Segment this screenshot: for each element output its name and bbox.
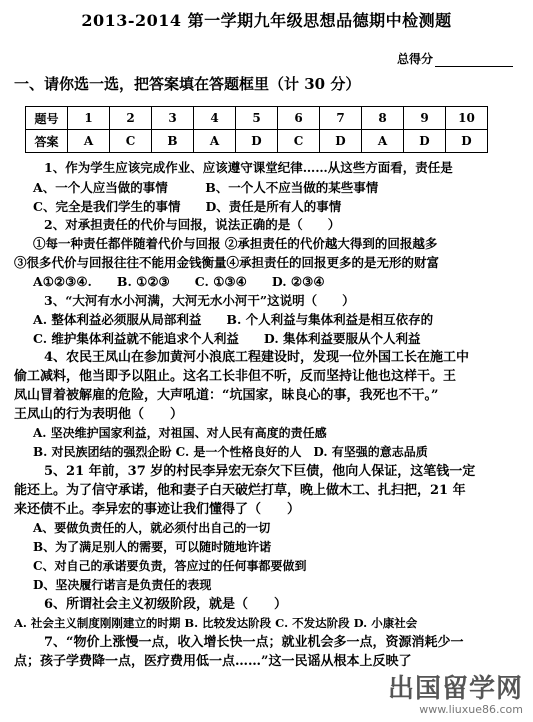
question-6: 6、所谓社会主义初级阶段，就是（ ） — [44, 597, 288, 612]
watermark-logo — [388, 668, 523, 716]
table-cell: 2 — [110, 107, 152, 130]
table-cell: 9 — [404, 107, 446, 130]
answer-cell: A — [362, 130, 404, 153]
answer-cell: C — [110, 130, 152, 153]
answer-cell: A — [194, 130, 236, 153]
option-line: B. 对民族团结的强烈企盼 C. 是一个性格良好的人 D. 有坚强的意志品质 — [33, 445, 428, 459]
row-label-number: 题号 — [26, 107, 68, 130]
option-line: C、对自己的承诺要负责，答应过的任何事都要做到 — [33, 559, 307, 573]
answer-cell: B — [152, 130, 194, 153]
row-label-answer: 答案 — [26, 130, 68, 153]
answer-cell: D — [404, 130, 446, 153]
option-line: B、为了满足别人的需要，可以随时随地许诺 — [33, 540, 272, 554]
section-heading: 一、请你选一选，把答案填在答题框里（计 30 分） — [14, 75, 361, 93]
exam-title: 2013-2014 第一学期九年级思想品德期中检测题 — [81, 11, 452, 30]
question-7: 7、“物价上涨慢一点，收入增长快一点；就业机会多一点，资源消耗少一 — [44, 635, 464, 650]
question-number-row — [26, 107, 488, 130]
question-4: 4、农民王凤山在参加黄河小浪底工程建设时，发现一位外国工长在施工中 — [44, 350, 470, 365]
question-5: 5、21 年前，37 岁的村民李异宏无奈欠下巨债，他向人保证，这笔钱一定 — [44, 464, 476, 479]
total-score-field — [397, 50, 513, 67]
question-text: 王凤山的行为表明他（ ） — [14, 407, 184, 422]
option-line: A、要做负责任的人，就必须付出自己的一切 — [33, 521, 271, 535]
table-cell: 3 — [152, 107, 194, 130]
question-text: 偷工减料，他当即予以阻止。这名工长非但不听，反而坚持让他也这样干。王 — [14, 369, 457, 384]
option-line: ①每一种责任都伴随着代价与回报 ②承担责任的代价越大得到的回报越多 — [33, 236, 438, 251]
table-cell: 4 — [194, 107, 236, 130]
watermark-url: www.liuxue86.com — [419, 703, 523, 716]
option-line: C. 维护集体利益就不能追求个人利益 D. 集体利益要服从个人利益 — [33, 331, 421, 346]
table-cell: 6 — [278, 107, 320, 130]
option-line: ③很多代价与回报往往不能用金钱衡量④承担责任的回报更多的是无形的财富 — [14, 255, 440, 270]
answer-row — [26, 130, 488, 153]
table-cell: 10 — [446, 107, 488, 130]
score-blank — [435, 56, 513, 67]
answer-table — [25, 106, 488, 153]
option-line: A. 整体利益必须服从局部利益 B. 个人利益与集体利益是相互依存的 — [33, 312, 434, 327]
watermark-name: 出国留学网 — [387, 674, 523, 704]
answer-cell: A — [68, 130, 110, 153]
question-text: 能还上。为了信守承诺，他和妻子白天破烂打草，晚上做木工、扎扫把，21 年 — [14, 483, 466, 498]
question-text: 来还债不止。李异宏的事迹让我们懂得了（ ） — [14, 502, 301, 517]
table-cell: 1 — [68, 107, 110, 130]
question-1: 1、作为学生应该完成作业、应该遵守课堂纪律……从这些方面看，责任是 — [44, 160, 453, 175]
table-cell: 5 — [236, 107, 278, 130]
table-cell: 7 — [320, 107, 362, 130]
answer-cell: D — [446, 130, 488, 153]
option-line: A①②③④. B. ①②③ C. ①③④ D. ②③④ — [33, 274, 325, 289]
question-text: 点；孩子学费降一点，医疗费用低一点……”这一民谣从根本上反映了 — [14, 654, 412, 669]
table-cell: 8 — [362, 107, 404, 130]
answer-cell: D — [320, 130, 362, 153]
option-line: A、一个人应当做的事情 B、一个人不应当做的某些事情 — [33, 180, 379, 195]
answer-cell: C — [278, 130, 320, 153]
question-3: 3、“大河有水小河满，大河无水小河干”这说明（ ） — [44, 293, 355, 308]
question-text: 凤山冒着被解雇的危险，大声吼道：“坑国家，昧良心的事，我死也不干。” — [14, 388, 439, 403]
question-2: 2、对承担责任的代价与回报，说法正确的是（ ） — [44, 217, 341, 232]
option-line: D、坚决履行诺言是负责任的表现 — [33, 578, 212, 592]
option-line: C、完全是我们学生的事情 D、责任是所有人的事情 — [33, 199, 342, 214]
answer-cell: D — [236, 130, 278, 153]
option-line: A. 坚决维护国家利益，对祖国、对人民有高度的责任感 — [33, 426, 327, 440]
option-line: A. 社会主义制度刚刚建立的时期 B. 比较发达阶段 C. 不发达阶段 D. 小康社会 — [14, 616, 418, 630]
total-score-label: 总得分 — [397, 52, 434, 66]
